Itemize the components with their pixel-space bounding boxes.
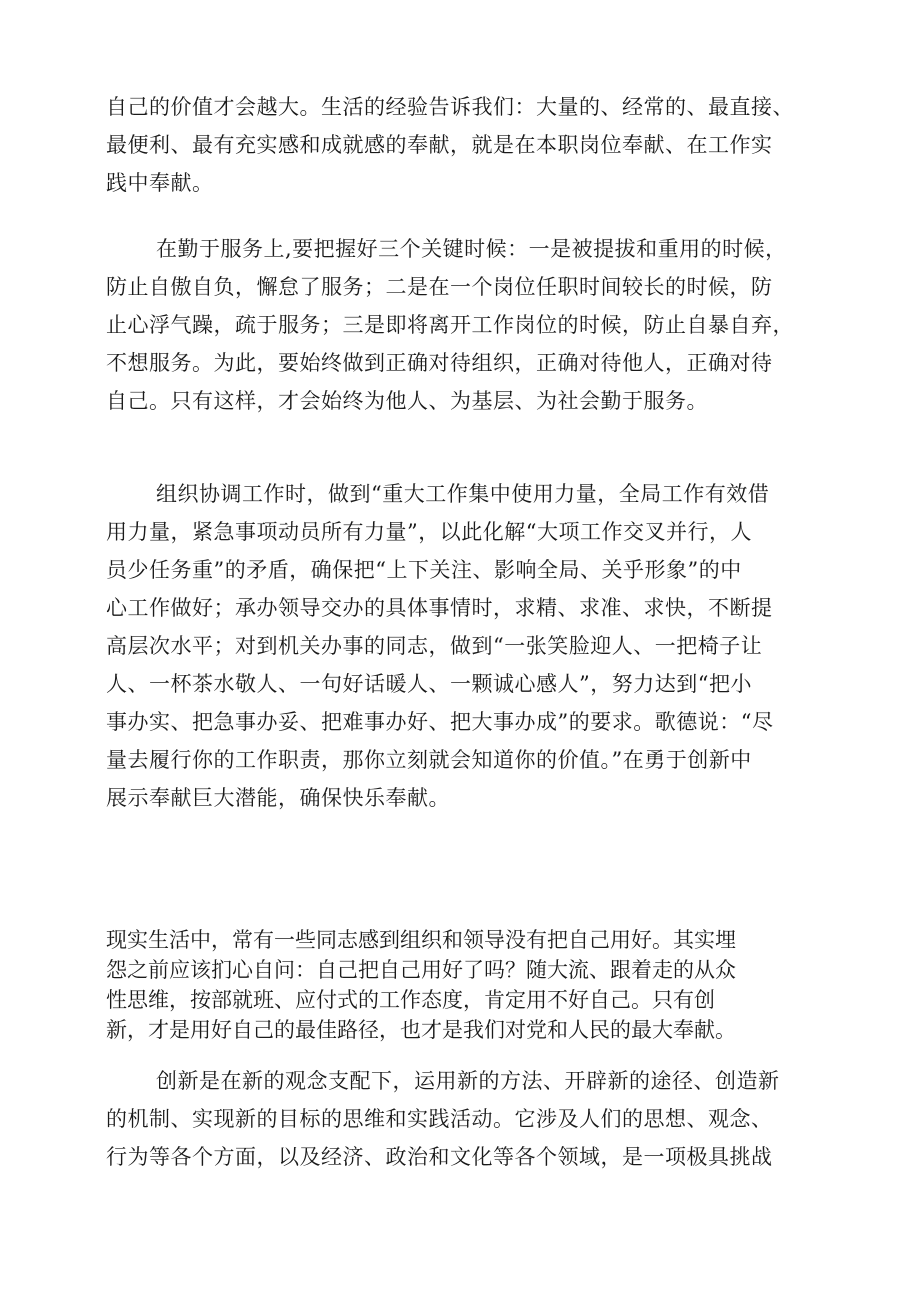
- text-line: 创新是在新的观念支配下，运用新的方法、开辟新的途径、创造新: [156, 1069, 780, 1093]
- text-line: 新，才是用好自己的最佳路径，也才是我们对党和人民的最大奉献。: [106, 1018, 736, 1042]
- text-line: 展示奉献巨大潜能，确保快乐奉献。: [106, 786, 450, 810]
- text-line: 员少任务重”的矛盾，确保把“上下关注、影响全局、关乎形象”的中: [106, 558, 742, 582]
- text-line: 在勤于服务上,要把握好三个关键时候：一是被提拔和重用的时候，: [156, 237, 787, 261]
- paragraph-5: [106, 1062, 846, 1176]
- text-line: 止心浮气躁，疏于服务；三是即将离开工作岗位的时候，防止自暴自弃，: [106, 313, 794, 337]
- text-line: 事办实、把急事办妥、把难事办好、把大事办成”的要求。歌德说：“尽: [106, 710, 774, 734]
- text-line: 性思维，按部就班、应付式的工作态度，肯定用不好自己。只有创: [106, 988, 715, 1012]
- text-line: 行为等各个方面，以及经济、政治和文化等各个领域，是一项极具挑战: [106, 1145, 773, 1169]
- text-line: 防止自傲自负，懈怠了服务；二是在一个岗位任职时间较长的时候，防: [106, 275, 773, 299]
- text-line: 用力量，紧急事项动员所有力量”，以此化解“大项工作交叉并行，人: [106, 520, 752, 544]
- text-line: 的机制、实现新的目标的思维和实践活动。它涉及人们的思想、观念、: [106, 1107, 773, 1131]
- text-line: 心工作做好；承办领导交办的具体事情时，求精、求准、求快，不断提: [106, 596, 773, 620]
- text-line: 高层次水平；对到机关办事的同志，做到“一张笑脸迎人、一把椅子让: [106, 634, 763, 658]
- text-line: 怨之前应该扪心自问：自己把自己用好了吗？随大流、跟着走的从众: [106, 958, 736, 982]
- text-line: 不想服务。为此，要始终做到正确对待组织，正确对待他人，正确对待: [106, 351, 773, 375]
- paragraph-1: [106, 88, 846, 202]
- text-line: 自己。只有这样，才会始终为他人、为基层、为社会勤于服务。: [106, 389, 708, 413]
- text-line: 组织协调工作时，做到“重大工作集中使用力量，全局工作有效借: [156, 482, 770, 506]
- text-line: 践中奉献。: [106, 171, 214, 195]
- text-line: 现实生活中，常有一些同志感到组织和领导没有把自己用好。其实埋: [106, 928, 736, 952]
- paragraph-3: [106, 475, 846, 817]
- text-line: 量去履行你的工作职责，那你立刻就会知道你的价值。”在勇于创新中: [106, 748, 752, 772]
- paragraph-2: [106, 230, 846, 420]
- paragraph-4: [106, 925, 846, 1045]
- text-line: 人、一杯茶水敬人、一句好话暖人、一颗诚心感人”，努力达到“把小: [106, 672, 752, 696]
- text-line: 最便利、最有充实感和成就感的奉献，就是在本职岗位奉献、在工作实: [106, 133, 773, 157]
- text-line: 自己的价值才会越大。生活的经验告诉我们：大量的、经常的、最直接、: [106, 95, 794, 119]
